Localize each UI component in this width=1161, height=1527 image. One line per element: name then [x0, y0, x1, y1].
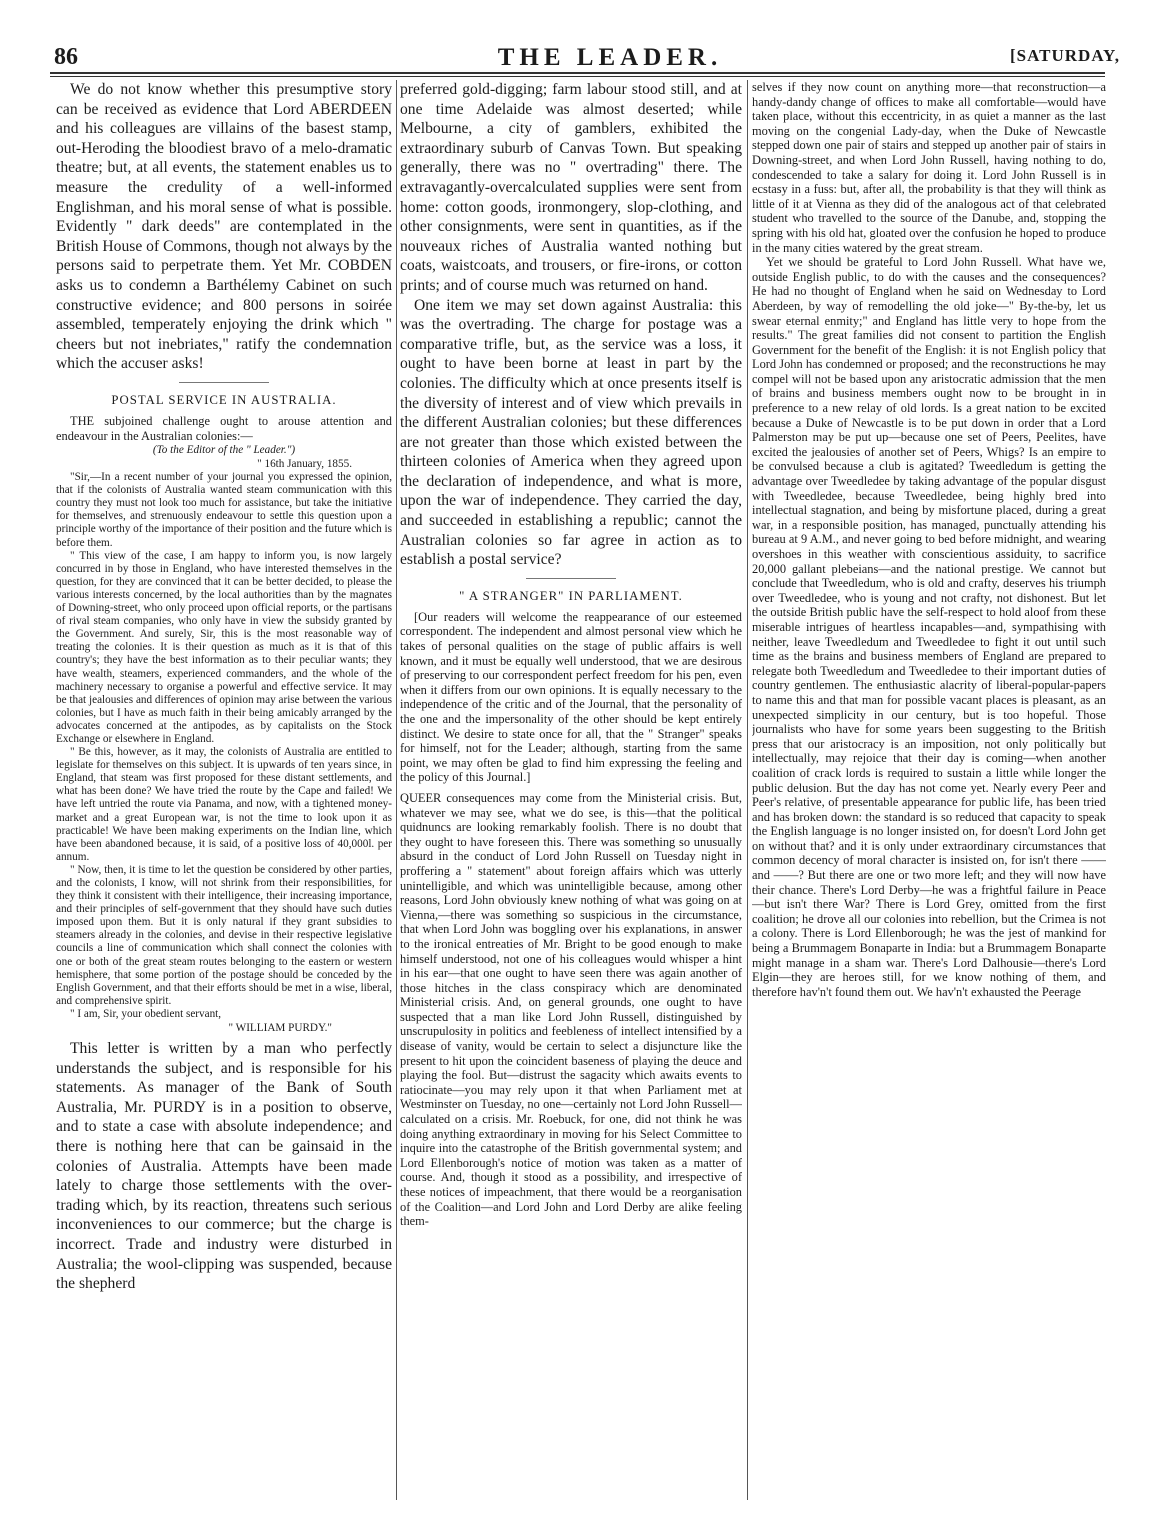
letter-paragraph: " Now, then, it is time to let the question be considered by other parties, and the colonists, I know, will not shrink from their responsibilities, for they think it consistent with their intelligence, their increasing importance, and their principles of self-government that they should have such duties imposed upon them. But it is only natural if they grant subsidies to steamers already in the colonies, and devise in their respective legislative councils a line of communication which shall connect the colonies with one or both of the great steam routes belonging to the eastern or western hemisphere, that some portion of the postage should be conceded by the English Government, and that their efforts should be met in a wise, liberal, and comprehensive spirit. — [56, 863, 392, 1007]
article-paragraph: Yet we should be grateful to Lord John Russell. What have we, outside English public, to do with the causes and the consequences? He had no thought of England when he said on Wednesday to Lord Aberdeen, by way of remodelling the old joke—" By-the-by, let us swear eternal enmity;" and England has little very to hope from the results." The great families did not consent to partition the English Government for the benefit of the English: it is not English policy that Lord John has condemned or proposed; and the reconstructions he may compel will not be based upon any aristocratic admission that the men of brains and business members ought now to be brought in in preference to a new relay of old lords. Is a great nation to be excited because a Duke of Newcastle is to be put down in order that a Lord Palmerston may be put up—because one set of Peers, Peelites, have excited the jealousies of another set of Peers, Whigs? Is an empire to be convulsed because a club is agitated? Tweedledum is getting the advantage over Tweedledee by taking advantage of the popular disgust with Tweedledee, because Tweedledee, being highly bred into intellectual stagnation, and being by misfortune placed, during a great war, in a responsible position, has managed, punctually attending his bureau at 9 A.M., and never going to bed before midnight, and wearing overshoes in this weather with conscientious assiduity, to sacrifice 20,000 gallant plebeians—and the national prestige. We cannot but conclude that Tweedledum, who is old and crafty, deserves his triumph over Tweedledee, who is young and not crafty, not dishonest. But let the outside British public have the self-respect to hold aloof from these miserable intrigues of heartless incapables—and, sympathising with neither, leave Tweedledum and Tweedledee to fight it out until such time as the brains and business members of England are prepared to relegate both Tweedledum and Tweedledee to their important duties of country gentlemen. The enthusiastic alacrity of liberal-popular-papers to name this and that man for possible vacant places is pleasant, as an unexpected simplicity in our century, but is too hopeful. Those journalists who have for some years been suggesting to the British press that our aristocracy is an imposition, not only politically but intellectually, may rejoice that their day is coming—when another coalition of crack lords is required to sustain a little while longer the public delusion. But the day has not come yet. Nearly every Peer and Peer's relative, of presentable appearance for public life, has been tried and has broken down: the standard is so reduced that capacity to speak the English language is no longer insisted on, for doesn't Lord John get on without that? and it is only under extraordinary circumstances that common decency of moral character is insisted on, for isn't there —— and ——? But there are one or two more left; and they will now have their chance. There's Lord Derby—he was a frightful failure in Peace—but isn't there War? There is Lord Grey, omitted from the first coalition; he drove all our colonies into rebellion, but the Crimea is not a colony. There is Lord Ellenborough; he was the jest of mankind for being a Brummagem Bonaparte in India: but a Brummagem Bonaparte might manage in a sham war. There's Lord Dalhousie—there's Lord Elgin—they are heroes still, for we know nothing of them, and therefore hav'n't found them out. We hav'n't exhausted the Peerage — [752, 255, 1106, 999]
article-paragraph: One item we may set down against Australia: this was the overtrading. The charge for postage was a comparative trifle, but, as the service was a loss, it ought to have been borne at least in part by the colonies. The difficulty which at once presents itself is the diversity of interest and of view which prevails in the different Australian colonies; but these differences are not greater than those which existed between the thirteen colonies of America when they agreed upon the declaration of independence, and what is more, upon the war of independence. They carried the day, and succeeded in establishing a republic; cannot the Australian colonies so far agree in action as to establish a postal service? — [400, 296, 742, 569]
masthead — [40, 44, 1120, 70]
article-intro: THE subjoined challenge ought to arouse attention and endeavour in the Australian colonies:— — [56, 413, 392, 443]
column-divider — [396, 80, 397, 1500]
letter-closing: " I am, Sir, your obedient servant, — [70, 1007, 222, 1020]
letter-dateline: (To the Editor of the " Leader.") — [152, 444, 296, 457]
section-heading: POSTAL SERVICE IN AUSTRALIA. — [111, 392, 337, 407]
issue-day: [SATURDAY, — [1010, 46, 1120, 65]
letter-signature: " WILLIAM PURDY." — [228, 1022, 332, 1035]
article-paragraph: preferred gold-digging; farm labour stood still, and at one time Adelaide was almost deserted; while Melbourne, a city of gamblers, exhibited the extraordinary suburb of Canvas Town. But speaking generally, there was no " overtrading" there. The extravagantly-overcalculated supplies were sent from home: cotton goods, ironmongery, slop-clothing, and other consignments, were sent in quantities, as if the nouveaux riches of Australia wanted nothing but coats, waistcoats, and trousers, or fire-irons, or cotton prints; and of course much was returned on hand. — [400, 81, 742, 294]
section-heading: " A STRANGER" IN PARLIAMENT. — [459, 588, 683, 603]
article-paragraph: selves if they now count on anything more—that reconstruction—a handy-dandy change of offices to make all comfortable—would have taken place, without this eccentricity, in as quiet a manner as the last moving on the congenial Lady-day, when the Duke of Newcastle stepped down one pair of stairs and stepped up another pair of stairs in Downing-street, and when Lord John Russell, having nothing to do, condescended to take a salary for doing it. Lord John Russell is in ecstasy in a fuss: but, after all, the probability is that they will think as little of it at Vienna as they did of the analogous act of that celebrated student who travelled to the source of the Danube, and, stopping the spring with his old hat, gloated over the confusion he hoped to produce in the many cities watered by the great stream. — [752, 80, 1106, 255]
column-3 — [752, 80, 1106, 1500]
letter-date: " 16th January, 1855. — [257, 458, 352, 471]
page-number: 86 — [54, 44, 78, 70]
letter-paragraph: " This view of the case, I am happy to inform you, is now largely concurred in by those in England, who have interested themselves in the question, for they are convinced that it can be better decided, to please the various interests concerned, by the local authorities than by the magnates of Downing-street, who only proceed upon official reports, or the partisans of rival steam companies, who only have in view the subsidy granted by the Government. And surely, Sir, this is the most reasonable way of treating the colonies. It is their question as much as it is that of this country's; they have the best information as to their peculiar wants; they have wealth, steamers, experienced commanders, and the whole of the machinery necessary to organise a powerful and effective service. It may be that jealousies and differences of opinion may arise between the various colonies, but I have as much faith in their being amicably arranged by the advocates concerned at the antipodes, as by capitalists on the Stock Exchange or elsewhere in England. — [56, 549, 392, 745]
column-divider — [747, 80, 748, 1500]
article-paragraph: QUEER consequences may come from the Ministerial crisis. But, whatever we may see, what we do see, is this—that the political quidnuncs are looking remarkably foolish. There is no doubt that they ought to have foreseen this. There was something so unusually absurd in the conduct of Lord John Russell on Tuesday night in proffering a " statement" about foreign affairs which was utterly unintelligible, and which was unintelligible because, among other reasons, Lord John obviously knew nothing of what was going on at Vienna,—there was something so suspicious in the circumstance, that when Lord John was boggling over his explanations, in answer to the ironical entreaties of Mr. Bright to be good enough to make himself understood, not one of his colleagues would whisper a hint in his ear—that one ought to have seen there was again another of those hitches in the class conspiracy which are denominated Ministerial crisis. And, on general grounds, one ought to have suspected that a man like Lord John Russell, distinguished by unscrupulosity in politics and feebleness of intellect intensified by a disease of vanity, would be certain to select a disjuncture like the present to hit upon the coincident baseness of playing the deuce and playing the fool. But—distrust the sagacity which awaits events to ratiocinate—you may rely upon it that when Parliament met at Westminster on Tuesday, no one—certainly not Lord John Russell—calculated on a crisis. Mr. Roebuck, for one, did not think he was doing anything extraordinary in moving for his Select Committee to inquire into the catastrophe of the British governmental system; and Lord Ellenborough's notice of motion was taken as a matter of course. And, though it stood as a possibility, and irrespective of these notices of impeachment, that there would be a reorganisation of the Coalition—and Lord John and Lord Derby are alike feeling them- — [400, 790, 742, 1229]
letter-paragraph: " Be this, however, as it may, the colonists of Australia are entitled to legislate for themselves on this subject. It is upwards of ten years since, in England, that steam was first proposed for these distant settlements, and what has been done? We have tried the route by the Cape and failed! We have left untried the route via Panama, and now, with a tightened money-market and a great European war, is not the time to look upon it as practicable! We have been making experiments on the Indian line, which have been abandoned because, it is said, of a positive loss of 40,000l. per annum. — [56, 746, 392, 863]
letter-paragraph: "Sir,—In a recent number of your journal you expressed the opinion, that if the colonists of Australia wanted steam communication with this country they must not look too much for assistance, but take the initiative for themselves, and strenuously endeavour to settle this question upon a principle worthy of the importance of their position and the future which is before them. — [56, 471, 392, 549]
newspaper-title: THE LEADER. — [497, 44, 723, 71]
section-rule — [526, 578, 616, 579]
article-paragraph: This letter is written by a man who perfectly understands the subject, and is responsible for his statements. As manager of the Bank of South Australia, Mr. PURDY is in a position to observe, and to state a case with absolute independence; and there is nothing here that can be gainsaid in the colonies of Australia. Attempts have been made lately to charge those settlements with the over-trading which, by its reaction, threatens such serious inconveniences to our commerce; but the charge is incorrect. Trade and industry were disturbed in Australia; the wool-clipping was suspended, because the shepherd — [56, 1040, 392, 1293]
column-1 — [56, 80, 392, 1500]
column-2 — [400, 80, 742, 1500]
section-rule — [179, 382, 269, 383]
article-paragraph: We do not know whether this presumptive story can be received as evidence that Lord ABERDEEN and his colleagues are villains of the basest stamp, out-Heroding the bloodiest bravo of a melo-dramatic theatre; but, at all events, the statement enables us to measure the credulity of a well-informed Englishman, and his moral sense of what is possible. Evidently " dark deeds" are contemplated in the British House of Commons, though not always by the persons said to perpetrate them. Yet Mr. COBDEN asks us to condemn a Barthélemy Cabinet on such constructive evidence; and 800 persons in soirée assembled, temperately enjoying the drink which " cheers but not inebriates," ratify the condemnation which the accuser asks! — [56, 81, 392, 373]
header-rule — [50, 72, 1105, 77]
editorial-note: [Our readers will welcome the reappearance of our esteemed correspondent. The independent and almost personal view which he takes of personal qualities on the stage of public affairs is well known, and it must be equally well understood, that we are desirous of preserving to our correspondent perfect freedom for his pen, even when it differs from our own opinions. It is equally necessary to the independence of the critic and of the Journal, that the personality of the one and the impersonality of the other should be kept entirely distinct. We desire to state once for all, that the " Stranger" speaks for himself, not for the Leader; although, starting from the same point, we may often be glad to find him expressing the feeling and the policy of this Journal.] — [400, 609, 742, 785]
